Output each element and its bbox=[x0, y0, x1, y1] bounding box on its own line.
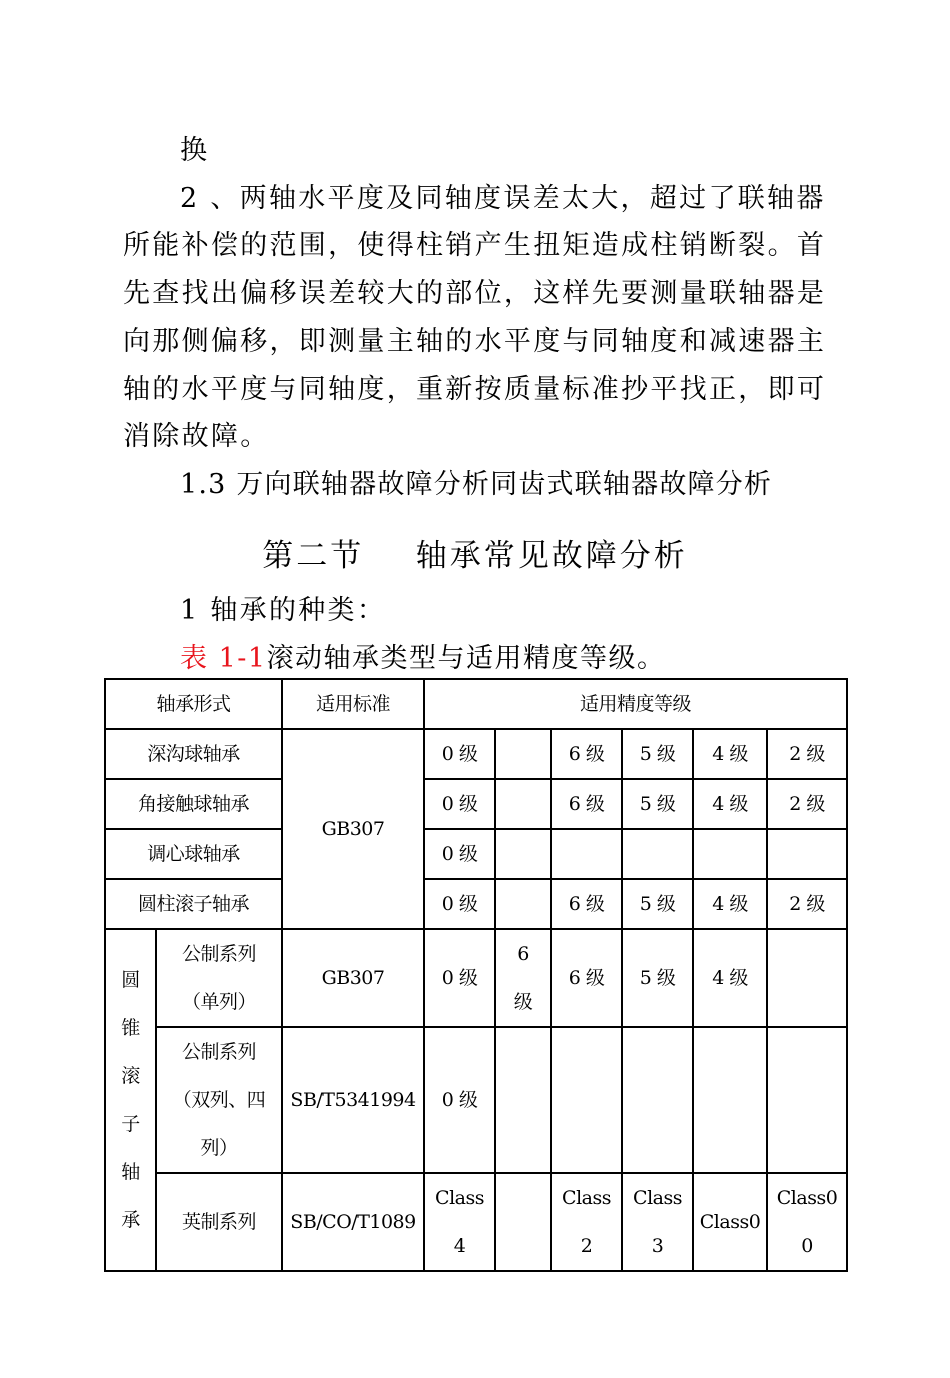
body-line-5: 向那侧偏移，即测量主轴的水平度与同轴度和减速器主 bbox=[123, 326, 827, 357]
cell-grade bbox=[495, 729, 551, 779]
table-caption-text: 滚动轴承类型与适用精度等级。 bbox=[266, 643, 666, 674]
cell-grade bbox=[495, 779, 551, 829]
cell-grade: 2 级 bbox=[767, 729, 847, 779]
header-standard: 适用标准 bbox=[282, 679, 424, 729]
body-line-8: 1.3 万向联轴器故障分析同齿式联轴器故障分析 bbox=[180, 469, 773, 500]
grade-line: Class0 bbox=[776, 1187, 838, 1209]
subtype-line: 公制系列 bbox=[182, 943, 257, 965]
cell-type: 角接触球轴承 bbox=[105, 779, 282, 829]
cell-type: 调心球轴承 bbox=[105, 829, 282, 879]
cell-grade bbox=[551, 1173, 622, 1271]
table-caption-label: 表 1-1 bbox=[180, 643, 267, 674]
grade-line: Class bbox=[435, 1187, 484, 1209]
cell-grade: 2 级 bbox=[767, 879, 847, 929]
body-line-3: 所能补偿的范围，使得柱销产生扭矩造成柱销断裂。首 bbox=[123, 230, 827, 261]
cell-subtype bbox=[156, 1027, 282, 1173]
subtype-line: 列） bbox=[200, 1137, 238, 1159]
cell-grade bbox=[495, 879, 551, 929]
table-caption bbox=[180, 644, 666, 674]
subtype-line: （单列） bbox=[182, 991, 257, 1013]
cell-grade: 6 级 bbox=[551, 779, 622, 829]
cell-grade: 5 级 bbox=[622, 879, 693, 929]
grade-line: Class bbox=[562, 1187, 611, 1209]
cell-grade: 0 级 bbox=[424, 829, 495, 879]
grade-line: 3 bbox=[651, 1235, 664, 1257]
taper-label-char: 轴 bbox=[121, 1161, 140, 1183]
grade-line: 4 bbox=[453, 1235, 466, 1257]
subtype-line: 公制系列 bbox=[182, 1041, 257, 1063]
body-line-6: 轴的水平度与同轴度，重新按质量标准抄平找正，即可 bbox=[123, 374, 827, 405]
cell-grade bbox=[551, 1027, 622, 1173]
body-line-7: 消除故障。 bbox=[123, 421, 270, 452]
bearing-grade-table bbox=[104, 678, 848, 1272]
table-row bbox=[105, 1027, 847, 1173]
taper-label-char: 锥 bbox=[121, 1017, 140, 1039]
cell-grade: 4 级 bbox=[693, 879, 767, 929]
cell-grade: 2 级 bbox=[767, 779, 847, 829]
table-row bbox=[105, 829, 847, 879]
cell-grade: 6 级 bbox=[551, 929, 622, 1027]
cell-grade: 0 级 bbox=[424, 1027, 495, 1173]
grade-line: 0 bbox=[801, 1235, 813, 1257]
cell-subtype: 英制系列 bbox=[156, 1173, 282, 1271]
grade-line: Class bbox=[633, 1187, 682, 1209]
cell-grade: 0 级 bbox=[424, 929, 495, 1027]
header-type: 轴承形式 bbox=[105, 679, 282, 729]
cell-grade: 4 级 bbox=[693, 779, 767, 829]
cell-type: 圆柱滚子轴承 bbox=[105, 879, 282, 929]
cell-grade: 5 级 bbox=[622, 729, 693, 779]
table-row bbox=[105, 1173, 847, 1271]
cell-grade: 5 级 bbox=[622, 779, 693, 829]
grade-line: 级 bbox=[513, 991, 533, 1013]
cell-standard-gb307: GB307 bbox=[282, 729, 424, 929]
cell-grade: 0 级 bbox=[424, 879, 495, 929]
table-header-row bbox=[105, 679, 847, 729]
cell-grade bbox=[622, 1173, 693, 1271]
section-heading: 第二节 轴承常见故障分析 bbox=[262, 538, 688, 574]
cell-grade bbox=[495, 929, 551, 1027]
cell-type: 深沟球轴承 bbox=[105, 729, 282, 779]
cell-grade bbox=[495, 1173, 551, 1271]
cell-grade bbox=[622, 829, 693, 879]
cell-grade: 4 级 bbox=[693, 929, 767, 1027]
table-row bbox=[105, 879, 847, 929]
cell-grade bbox=[424, 1173, 495, 1271]
cell-grade: Class0 bbox=[693, 1173, 767, 1271]
cell-grade bbox=[767, 829, 847, 879]
cell-grade bbox=[767, 1027, 847, 1173]
taper-label-char: 圆 bbox=[121, 969, 140, 991]
cell-subtype bbox=[156, 929, 282, 1027]
taper-label-char: 承 bbox=[121, 1209, 140, 1231]
table-row bbox=[105, 729, 847, 779]
cell-taper-label bbox=[105, 929, 156, 1271]
cell-standard: SB/T5341994 bbox=[282, 1027, 424, 1173]
grade-line: 6 bbox=[517, 943, 529, 965]
subheading: 1 轴承的种类： bbox=[180, 595, 387, 626]
cell-standard: GB307 bbox=[282, 929, 424, 1027]
cell-grade bbox=[495, 1027, 551, 1173]
cell-grade bbox=[551, 829, 622, 879]
cell-grade bbox=[767, 1173, 847, 1271]
cell-grade: 5 级 bbox=[622, 929, 693, 1027]
cell-standard: SB/CO/T1089 bbox=[282, 1173, 424, 1271]
body-line-2: 2 、两轴水平度及同轴度误差太大，超过了联轴器 bbox=[180, 183, 826, 214]
body-line-4: 先查找出偏移误差较大的部位，这样先要测量联轴器是 bbox=[123, 278, 827, 309]
grade-line: 2 bbox=[580, 1235, 593, 1257]
cell-grade bbox=[693, 1027, 767, 1173]
body-line-1: 换 bbox=[180, 135, 210, 166]
cell-grade bbox=[622, 1027, 693, 1173]
taper-label-char: 子 bbox=[121, 1113, 140, 1135]
cell-grade: 0 级 bbox=[424, 779, 495, 829]
cell-grade: 0 级 bbox=[424, 729, 495, 779]
taper-label-char: 滚 bbox=[121, 1065, 140, 1087]
cell-grade bbox=[693, 829, 767, 879]
header-grade: 适用精度等级 bbox=[424, 679, 847, 729]
table-row bbox=[105, 929, 847, 1027]
cell-grade bbox=[767, 929, 847, 1027]
cell-grade bbox=[495, 829, 551, 879]
cell-grade: 4 级 bbox=[693, 729, 767, 779]
subtype-line: （双列、四 bbox=[172, 1089, 266, 1111]
cell-grade: 6 级 bbox=[551, 729, 622, 779]
table-row bbox=[105, 779, 847, 829]
cell-grade: 6 级 bbox=[551, 879, 622, 929]
